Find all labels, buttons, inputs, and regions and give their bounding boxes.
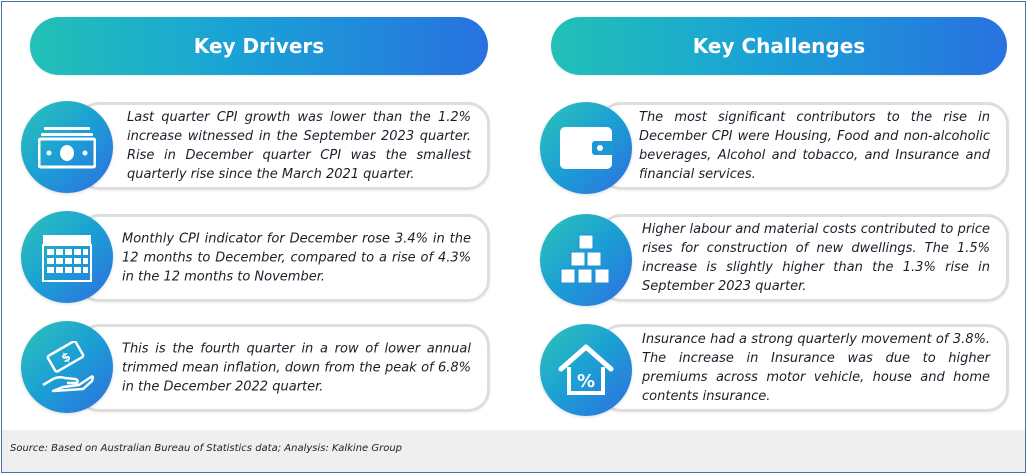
house-percent-icon bbox=[540, 324, 632, 416]
driver-text-1: Last quarter CPI growth was lower than the 1.2% increase witnessed in the September 2023 quarter. Rise in December quarter CPI was the smallest quarterly rise since the March 2021 quarter. bbox=[127, 110, 471, 182]
challenge-card-2 bbox=[599, 214, 1009, 302]
hand-money-icon bbox=[21, 321, 113, 413]
challenge-text-1: The most significant contributors to the rise in December CPI were Housing, Food and non-alcoholic beverages, Alcohol and tobacco, and Insurance and financial services. bbox=[639, 110, 990, 182]
driver-card-2 bbox=[77, 214, 490, 302]
key-drivers-title: Key Drivers bbox=[193, 34, 325, 58]
wallet-icon bbox=[540, 102, 632, 194]
source-text: Source: Based on Australian Bureau of Statistics data; Analysis: Kalkine Group bbox=[10, 443, 403, 454]
driver-text-2: Monthly CPI indicator for December rose 3.4% in the 12 months to December, compared to a rise of 4.3% in the 12 months to November. bbox=[122, 231, 471, 285]
key-drivers-header bbox=[30, 17, 488, 75]
driver-card-1 bbox=[77, 102, 490, 190]
money-icon bbox=[21, 101, 113, 193]
key-challenges-title: Key Challenges bbox=[692, 34, 866, 58]
svg-text:%: % bbox=[576, 371, 596, 392]
svg-text:$: $ bbox=[58, 349, 74, 366]
calendar-icon bbox=[21, 211, 113, 303]
challenge-card-3 bbox=[599, 324, 1009, 412]
source-footer bbox=[2, 430, 1026, 472]
challenge-text-2: Higher labour and material costs contributed to price rises for construction of new dwellings. The 1.5% increase is slightly higher than the 1.3% rise in September 2023 quarter. bbox=[642, 222, 990, 294]
key-challenges-header bbox=[551, 17, 1007, 75]
infographic-frame bbox=[1, 1, 1026, 473]
challenge-card-1 bbox=[599, 102, 1009, 190]
driver-text-3: This is the fourth quarter in a row of lower annual trimmed mean inflation, down from the peak of 6.8% in the December 2022 quarter. bbox=[122, 341, 471, 395]
challenge-text-3: Insurance had a strong quarterly movement of 3.8%. The increase in Insurance was due to higher premiums across motor vehicle, house and home contents insurance. bbox=[642, 332, 990, 404]
boxes-icon bbox=[540, 214, 632, 306]
driver-card-3 bbox=[77, 324, 490, 412]
